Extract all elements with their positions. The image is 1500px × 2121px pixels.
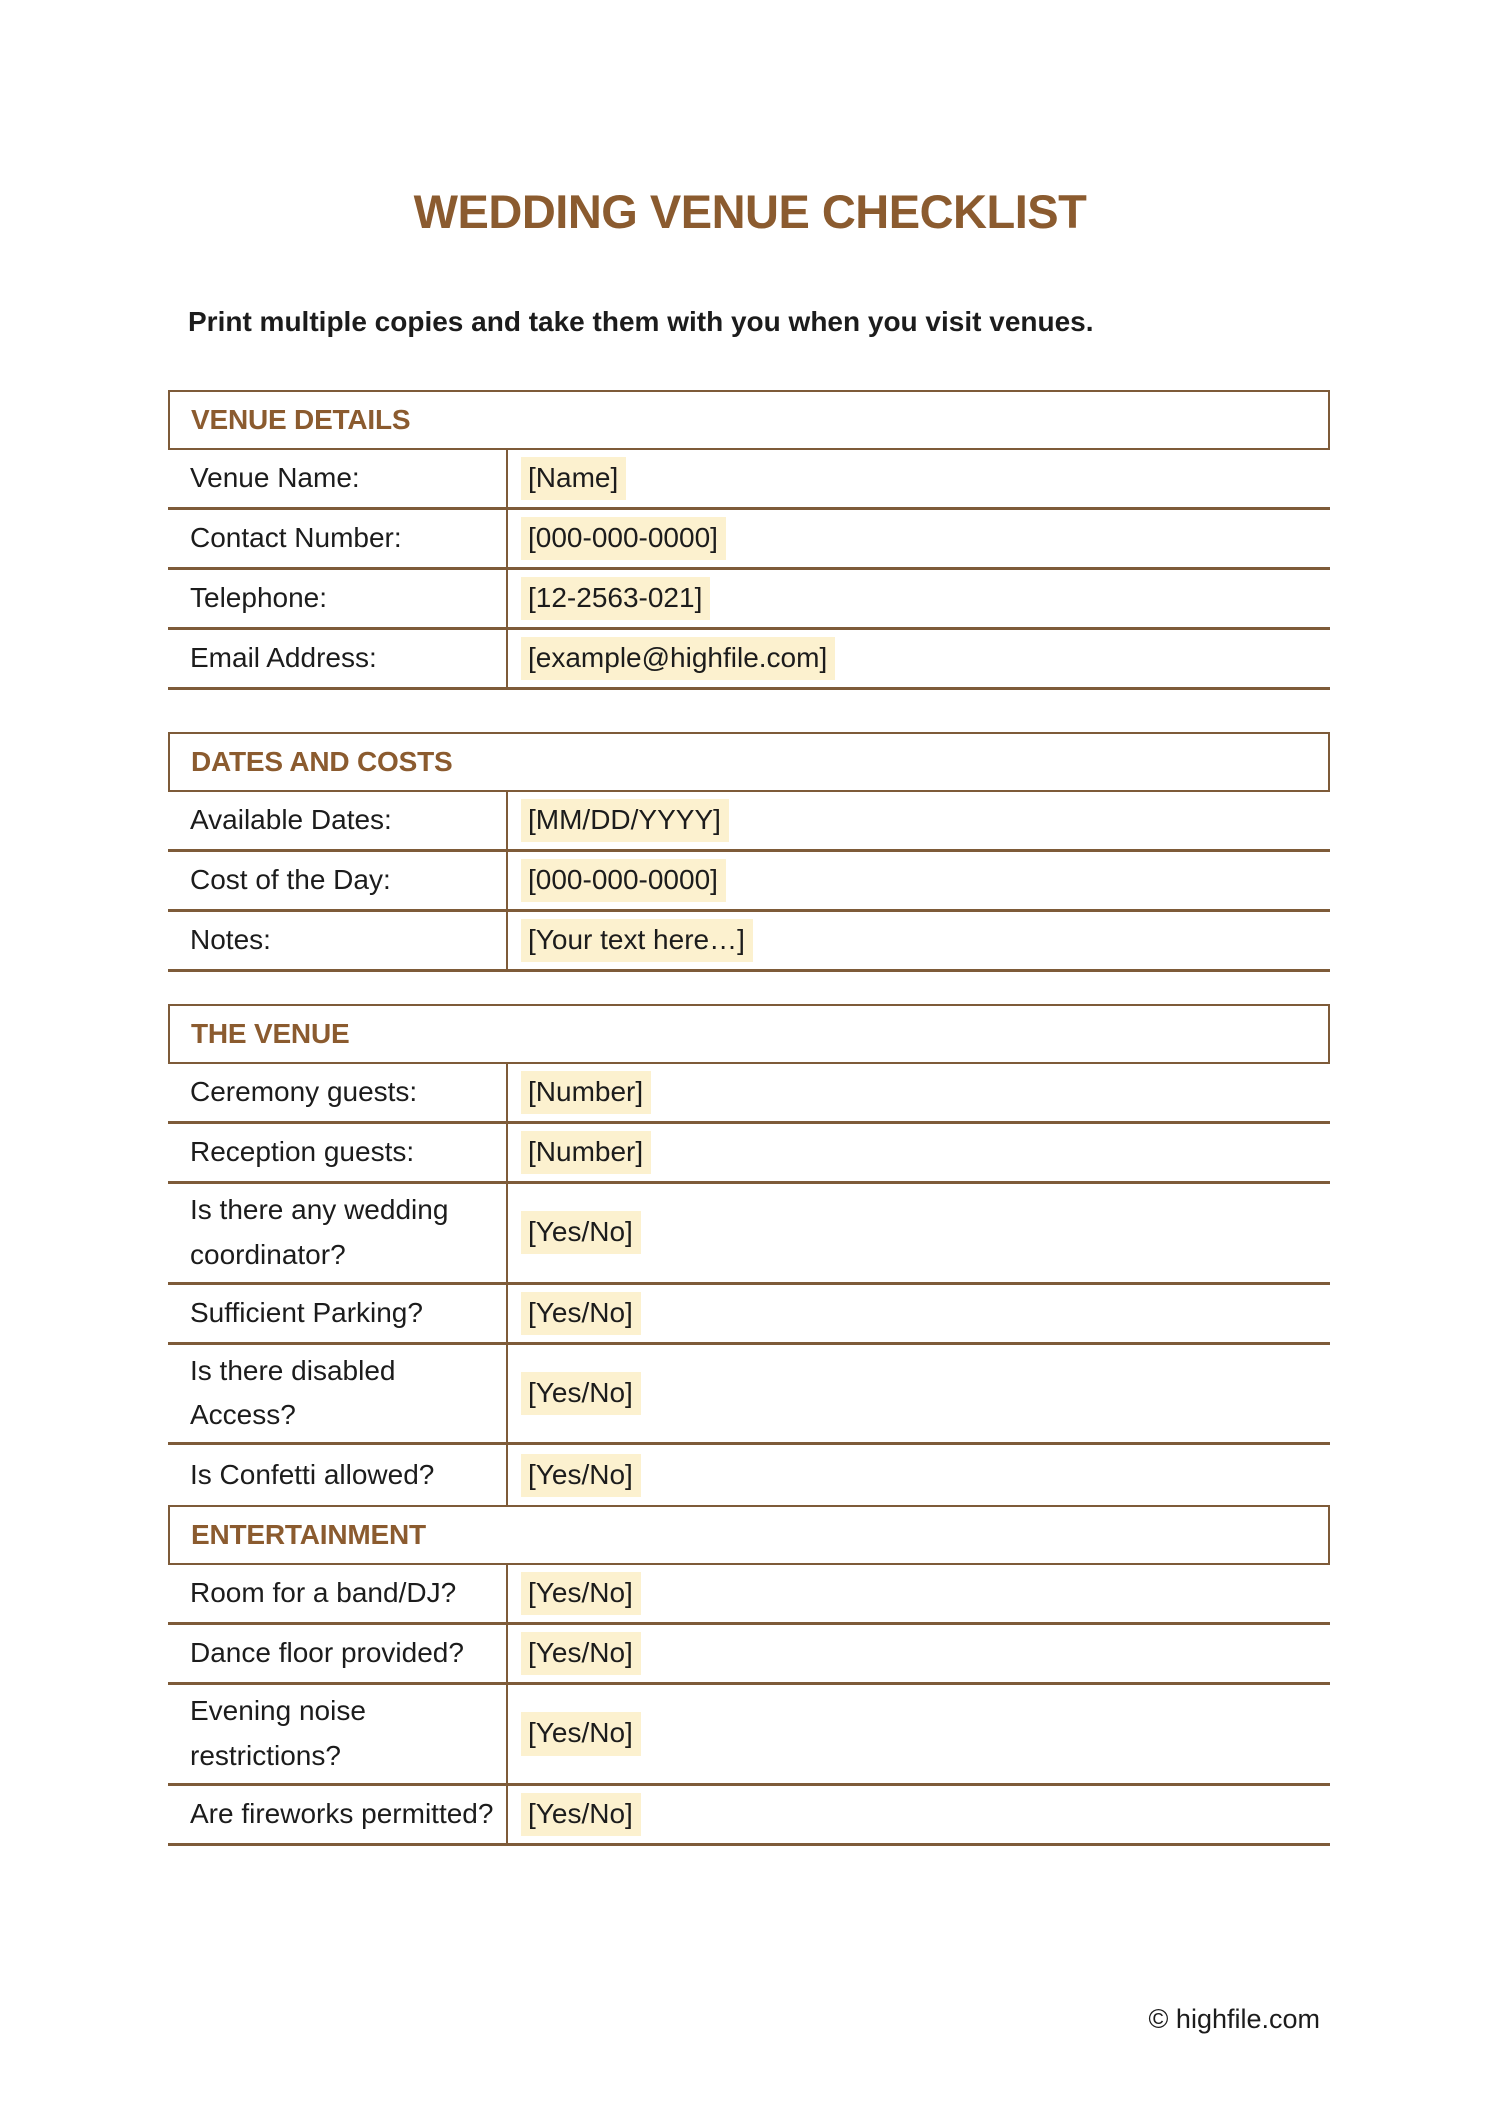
- row-value-cell: [508, 1345, 1330, 1443]
- row-label-cell: [168, 1445, 508, 1505]
- intro-text: Print multiple copies and take them with you when you visit venues.: [188, 306, 1094, 337]
- row-label-cell: [168, 1625, 508, 1682]
- row-label: Is there disabled Access?: [190, 1354, 396, 1431]
- row-value-cell: [508, 1786, 1330, 1843]
- placeholder-field[interactable]: [Yes/No]: [521, 1292, 641, 1335]
- section-header: [168, 1004, 1330, 1064]
- placeholder-field[interactable]: [Yes/No]: [521, 1572, 641, 1615]
- placeholder-field[interactable]: [Yes/No]: [521, 1712, 641, 1755]
- row-label-cell: [168, 450, 508, 507]
- row-label: Cost of the Day:: [190, 864, 391, 896]
- section-title: DATES AND COSTS: [191, 746, 453, 777]
- row-label-cell: [168, 630, 508, 687]
- placeholder-field[interactable]: [Your text here…]: [521, 919, 753, 962]
- table-row: [168, 1625, 1330, 1685]
- row-label: Evening noise restrictions?: [190, 1695, 366, 1771]
- row-label: Venue Name:: [190, 462, 360, 494]
- row-label: Is there any wedding coordinator?: [190, 1194, 449, 1270]
- row-value-cell: [508, 1184, 1330, 1282]
- placeholder-field[interactable]: [Yes/No]: [521, 1211, 641, 1254]
- row-value-cell: [508, 510, 1330, 567]
- row-label-cell: [168, 792, 508, 849]
- section-venue-details: [168, 390, 1330, 690]
- table-row: [168, 1184, 1330, 1285]
- table-row: [168, 1064, 1330, 1124]
- section-rows: [168, 1064, 1330, 1505]
- row-value-cell: [508, 570, 1330, 627]
- section-title: ENTERTAINMENT: [191, 1519, 426, 1551]
- placeholder-field[interactable]: [Yes/No]: [521, 1793, 641, 1836]
- row-label: Telephone:: [190, 582, 328, 614]
- row-value-cell: [508, 1565, 1330, 1622]
- row-label: Are fireworks permitted?: [190, 1797, 494, 1829]
- table-row: [168, 1285, 1330, 1345]
- table-row: [168, 792, 1330, 852]
- table-row: [168, 912, 1330, 972]
- row-label-cell: [168, 1285, 508, 1342]
- row-value-cell: [508, 1064, 1330, 1121]
- row-value-cell: [508, 852, 1330, 909]
- placeholder-field[interactable]: [Yes/No]: [521, 1372, 641, 1415]
- row-label: Ceremony guests:: [190, 1076, 418, 1108]
- table-row: [168, 1565, 1330, 1625]
- placeholder-field[interactable]: [Name]: [521, 457, 626, 500]
- row-label: Contact Number:: [190, 522, 402, 554]
- row-label-cell: [168, 510, 508, 567]
- row-value-cell: [508, 450, 1330, 507]
- row-label: Reception guests:: [190, 1136, 415, 1168]
- row-label-cell: [168, 1565, 508, 1622]
- row-label-cell: [168, 1345, 508, 1443]
- section-dates-and-costs: [168, 732, 1330, 972]
- row-label-cell: [168, 570, 508, 627]
- row-label: Is Confetti allowed?: [190, 1458, 435, 1490]
- page-title: WEDDING VENUE CHECKLIST: [413, 185, 1087, 238]
- table-row: [168, 1685, 1330, 1786]
- placeholder-field[interactable]: [Number]: [521, 1071, 651, 1114]
- row-value-cell: [508, 1124, 1330, 1181]
- table-row: [168, 1124, 1330, 1184]
- section-title: THE VENUE: [191, 1018, 350, 1049]
- placeholder-field[interactable]: [MM/DD/YYYY]: [521, 799, 729, 842]
- table-row: [168, 570, 1330, 630]
- row-label-cell: [168, 912, 508, 969]
- row-label-cell: [168, 852, 508, 909]
- row-label: Dance floor provided?: [190, 1637, 464, 1669]
- row-label: Room for a band/DJ?: [190, 1577, 457, 1609]
- checklist-sections: [168, 390, 1330, 1846]
- placeholder-field[interactable]: [Number]: [521, 1131, 651, 1174]
- row-value-cell: [508, 1445, 1330, 1505]
- table-row: [168, 630, 1330, 690]
- row-value-cell: [508, 792, 1330, 849]
- table-row: [168, 1786, 1330, 1846]
- row-value-cell: [508, 1285, 1330, 1342]
- section-title: VENUE DETAILS: [191, 404, 411, 435]
- section-header: [168, 732, 1330, 792]
- row-value-cell: [508, 1625, 1330, 1682]
- table-row: [168, 1345, 1330, 1446]
- placeholder-field[interactable]: [000-000-0000]: [521, 859, 726, 902]
- section-the-venue: [168, 1004, 1330, 1505]
- row-label: Notes:: [190, 924, 271, 956]
- section-rows: [168, 792, 1330, 972]
- table-row: [168, 1445, 1330, 1505]
- row-label-cell: [168, 1685, 508, 1783]
- placeholder-field[interactable]: [Yes/No]: [521, 1454, 641, 1497]
- table-row: [168, 852, 1330, 912]
- row-label: Sufficient Parking?: [190, 1296, 423, 1328]
- row-label-cell: [168, 1184, 508, 1282]
- section-rows: [168, 450, 1330, 690]
- placeholder-field[interactable]: [000-000-0000]: [521, 517, 726, 560]
- row-value-cell: [508, 912, 1330, 969]
- section-entertainment: [168, 1505, 1330, 1846]
- row-value-cell: [508, 1685, 1330, 1783]
- placeholder-field[interactable]: [Yes/No]: [521, 1632, 641, 1675]
- row-label-cell: [168, 1064, 508, 1121]
- section-header: [168, 390, 1330, 450]
- section-header: [168, 1505, 1330, 1565]
- section-rows: [168, 1565, 1330, 1846]
- table-row: [168, 510, 1330, 570]
- row-value-cell: [508, 630, 1330, 687]
- row-label-cell: [168, 1786, 508, 1843]
- placeholder-field[interactable]: [12-2563-021]: [521, 577, 710, 620]
- row-label-cell: [168, 1124, 508, 1181]
- row-label: Email Address:: [190, 642, 377, 674]
- footer-copyright: © highfile.com: [1148, 2004, 1320, 2034]
- row-label: Available Dates:: [190, 804, 392, 836]
- placeholder-field[interactable]: [example@highfile.com]: [521, 637, 835, 680]
- table-row: [168, 450, 1330, 510]
